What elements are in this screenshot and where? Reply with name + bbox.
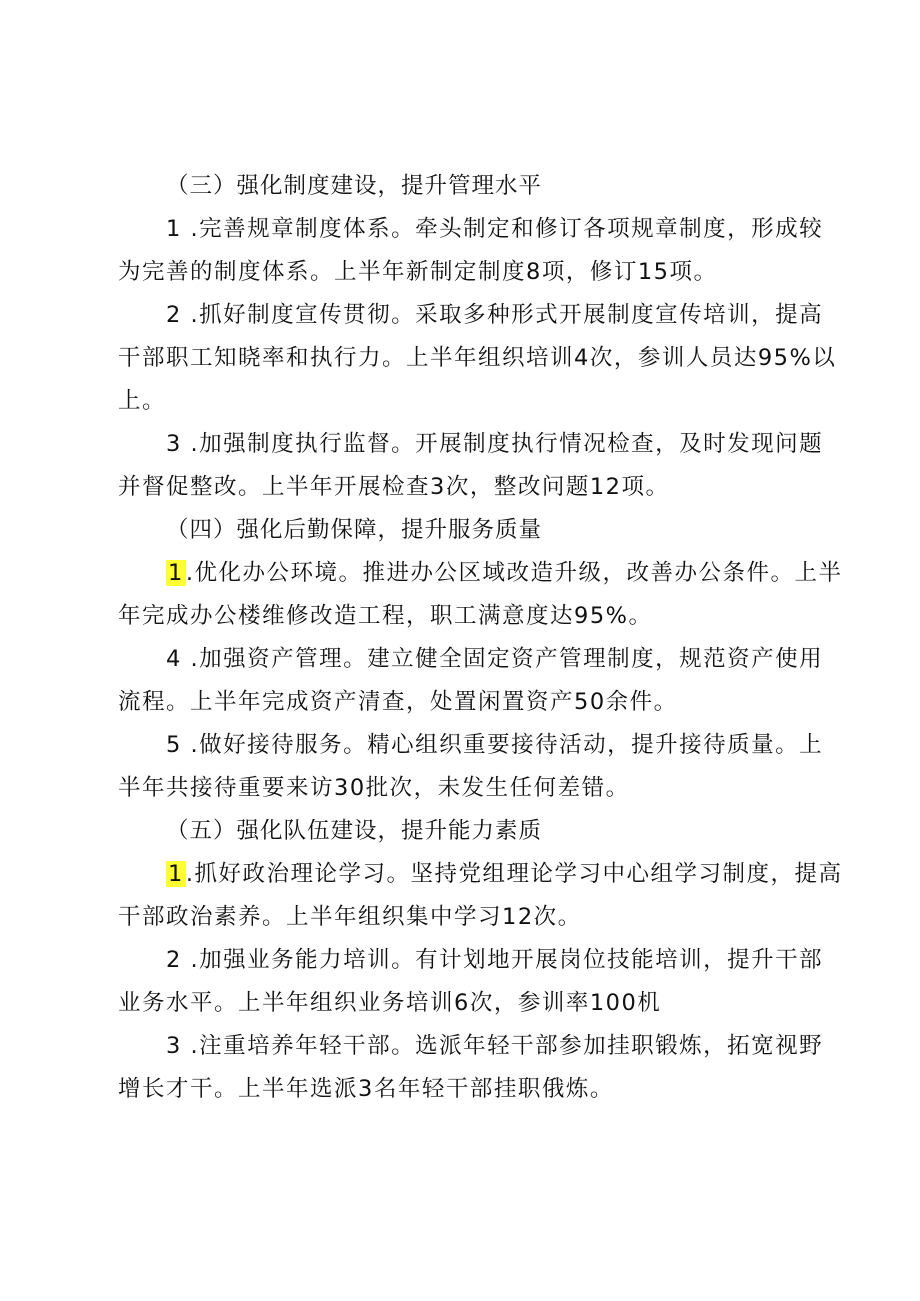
paragraph-text: .抓好政治理论学习。坚持党组理论学习中心组学习制度，提高: [185, 861, 843, 887]
paragraph-line: 2 .加强业务能力培训。有计划地开展岗位技能培训，提升干部: [166, 947, 824, 973]
paragraph-line: 3 .加强制度执行监督。开展制度执行情况检查，及时发现问题: [166, 431, 824, 457]
paragraph-line: 半年共接待重要来访30批次，未发生任何差错。: [118, 775, 630, 801]
paragraph-line: 干部职工知晓率和执行力。上半年组织培训4次，参训人员达95%以: [118, 345, 837, 371]
paragraph-line: 2 .抓好制度宣传贯彻。采取多种形式开展制度宣传培训，提高: [166, 302, 824, 328]
highlighted-number: 1: [168, 560, 184, 586]
paragraph-line: 增长才干。上半年选派3名年轻干部挂职俄炼。: [118, 1076, 614, 1102]
section-heading-3: （三）强化制度建设，提升管理水平: [166, 173, 543, 199]
paragraph-line: [166, 558, 856, 588]
section-heading-4: （四）强化后勤保障，提升服务质量: [166, 517, 543, 543]
paragraph-line: 1 .完善规章制度体系。牵头制定和修订各项规章制度，形成较: [166, 216, 824, 242]
paragraph-line: 并督促整改。上半年开展检查3次，整改问题12项。: [118, 474, 670, 500]
section-heading-5: （五）强化队伍建设，提升能力素质: [166, 818, 543, 844]
paragraph-text: .优化办公环境。推进办公区域改造升级，改善办公条件。上半: [185, 560, 843, 586]
paragraph-line: 4 .加强资产管理。建立健全固定资产管理制度，规范资产使用: [166, 646, 824, 672]
paragraph-line: 干部政治素养。上半年组织集中学习12次。: [118, 904, 582, 930]
paragraph-line: 流程。上半年完成资产清查，处置闲置资产50余件。: [118, 689, 678, 715]
paragraph-line: 为完善的制度体系。上半年新制定制度8项，修订15项。: [118, 259, 718, 285]
highlighted-number: 1: [168, 861, 184, 887]
paragraph-line: 3 .注重培养年轻干部。选派年轻干部参加挂职锻炼，拓宽视野: [166, 1033, 824, 1059]
paragraph-line: 年完成办公楼维修改造工程，职工满意度达95%。: [118, 603, 653, 629]
paragraph-line: 业务水平。上半年组织业务培训6次，参训率100机: [118, 990, 662, 1016]
paragraph-line: [166, 859, 856, 889]
paragraph-line: 上。: [118, 388, 167, 414]
paragraph-line: 5 .做好接待服务。精心组织重要接待活动，提升接待质量。上: [166, 732, 824, 758]
